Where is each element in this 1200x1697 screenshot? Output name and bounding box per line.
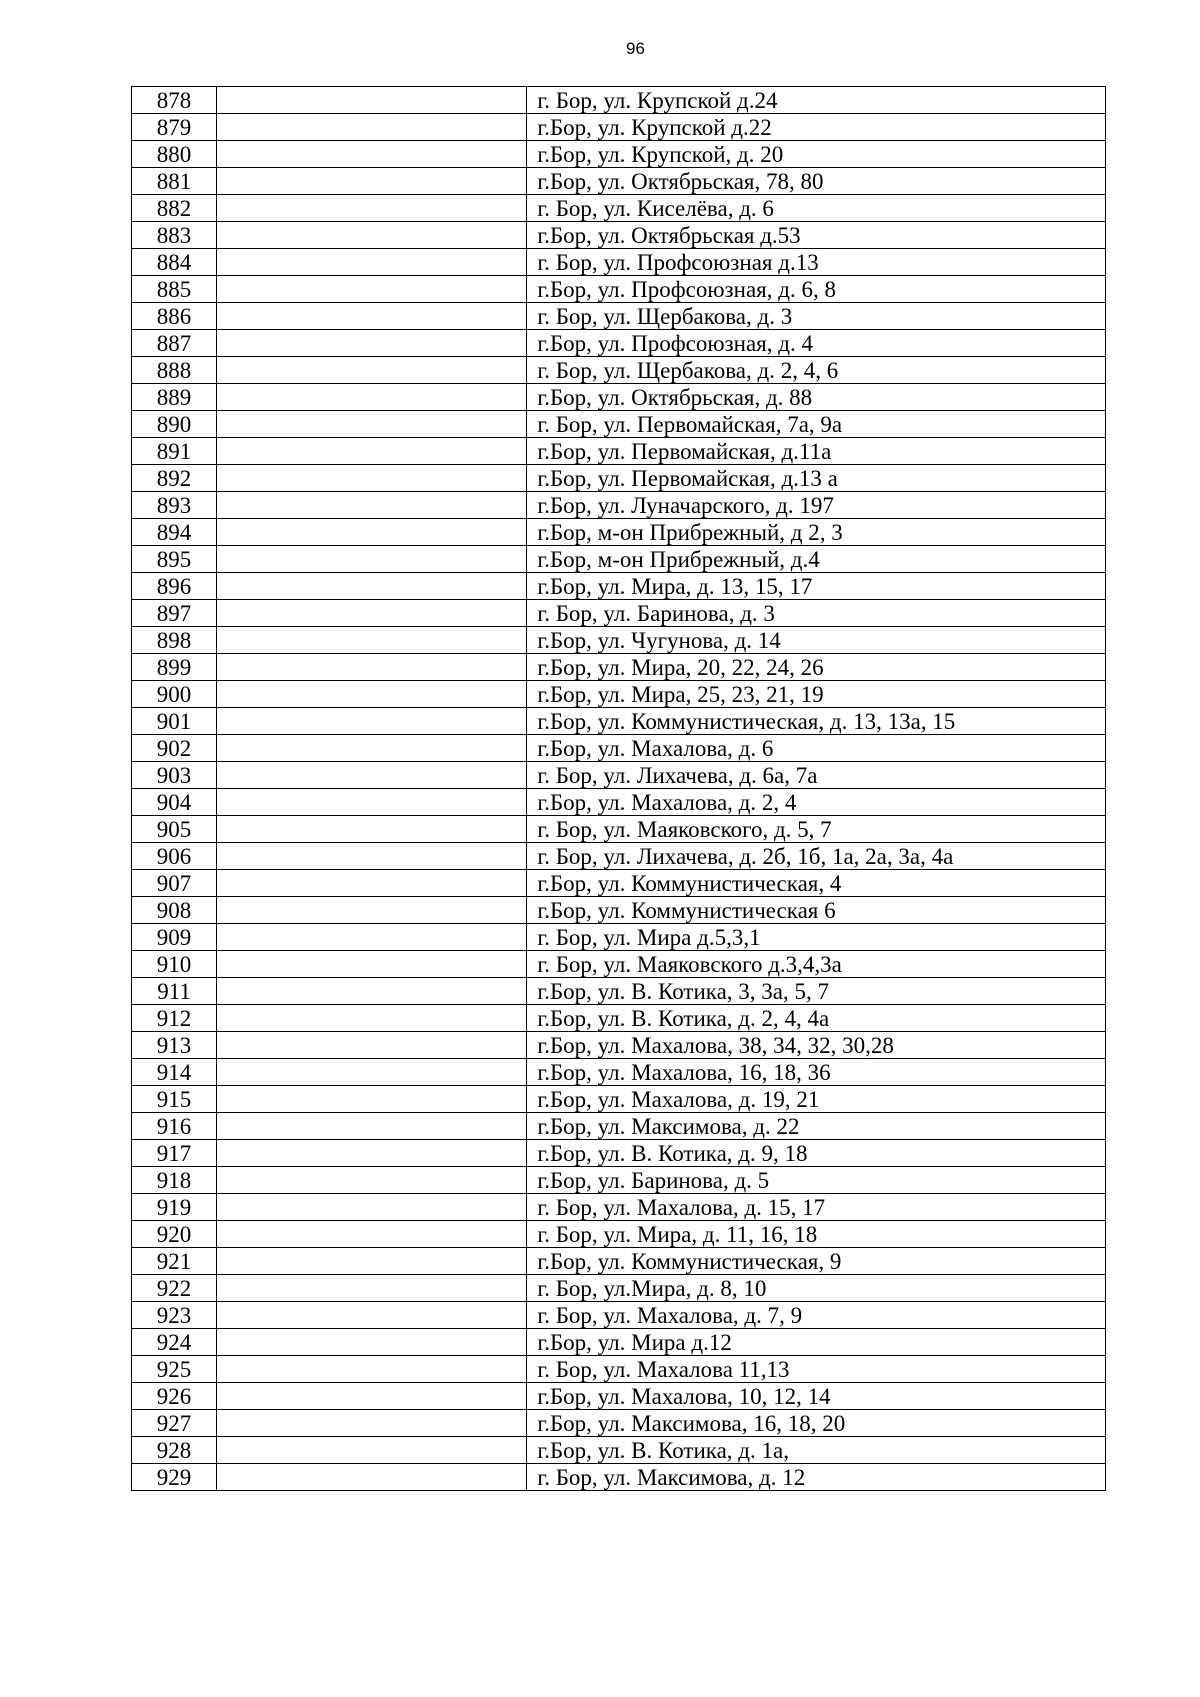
address-cell: г.Бор, ул. Мира, д. 13, 15, 17 [527, 573, 1106, 600]
table-row [132, 357, 1106, 384]
empty-cell [217, 384, 527, 411]
row-number-cell: 883 [132, 222, 217, 249]
row-number-cell: 891 [132, 438, 217, 465]
row-number-cell: 895 [132, 546, 217, 573]
empty-cell [217, 1275, 527, 1302]
address-cell: г.Бор, ул. В. Котика, д. 9, 18 [527, 1140, 1106, 1167]
address-cell: г.Бор, ул. Махалова, 16, 18, 36 [527, 1059, 1106, 1086]
row-number-cell: 880 [132, 141, 217, 168]
row-number-cell: 893 [132, 492, 217, 519]
row-number-cell: 929 [132, 1464, 217, 1491]
table-row [132, 222, 1106, 249]
address-cell: г.Бор, ул. Крупской, д. 20 [527, 141, 1106, 168]
table-row [132, 951, 1106, 978]
table-row [132, 384, 1106, 411]
address-cell: г.Бор, ул. Октябрьская, 78, 80 [527, 168, 1106, 195]
row-number-cell: 925 [132, 1356, 217, 1383]
table-row [132, 1032, 1106, 1059]
address-cell: г. Бор, ул. Щербакова, д. 3 [527, 303, 1106, 330]
empty-cell [217, 762, 527, 789]
empty-cell [217, 1464, 527, 1491]
table-row [132, 546, 1106, 573]
address-cell: г.Бор, ул. Коммунистическая, д. 13, 13а, 15 [527, 708, 1106, 735]
address-table [131, 86, 1106, 1491]
table-row [132, 1464, 1106, 1491]
address-cell: г. Бор, ул. Щербакова, д. 2, 4, 6 [527, 357, 1106, 384]
row-number-cell: 913 [132, 1032, 217, 1059]
address-cell: г. Бор, ул.Мира, д. 8, 10 [527, 1275, 1106, 1302]
address-cell: г.Бор, ул. Коммунистическая 6 [527, 897, 1106, 924]
address-cell: г. Бор, ул. Киселёва, д. 6 [527, 195, 1106, 222]
address-cell: г.Бор, ул. Первомайская, д.11а [527, 438, 1106, 465]
table-row [132, 330, 1106, 357]
table-row [132, 519, 1106, 546]
table-row [132, 1221, 1106, 1248]
table-row [132, 843, 1106, 870]
table-row [132, 1113, 1106, 1140]
table-row [132, 1059, 1106, 1086]
row-number-cell: 894 [132, 519, 217, 546]
address-cell: г.Бор, ул. Чугунова, д. 14 [527, 627, 1106, 654]
table-row [132, 816, 1106, 843]
empty-cell [217, 654, 527, 681]
address-cell: г.Бор, ул. Коммунистическая, 9 [527, 1248, 1106, 1275]
row-number-cell: 904 [132, 789, 217, 816]
address-cell: г.Бор, ул. Мира, 20, 22, 24, 26 [527, 654, 1106, 681]
table-row [132, 627, 1106, 654]
table-row [132, 1248, 1106, 1275]
row-number-cell: 927 [132, 1410, 217, 1437]
row-number-cell: 889 [132, 384, 217, 411]
empty-cell [217, 573, 527, 600]
row-number-cell: 898 [132, 627, 217, 654]
row-number-cell: 909 [132, 924, 217, 951]
row-number-cell: 922 [132, 1275, 217, 1302]
empty-cell [217, 870, 527, 897]
address-cell: г.Бор, ул. Максимова, д. 22 [527, 1113, 1106, 1140]
address-cell: г. Бор, ул. Лихачева, д. 6а, 7а [527, 762, 1106, 789]
page-number: 96 [626, 39, 645, 58]
empty-cell [217, 222, 527, 249]
address-cell: г.Бор, м-он Прибрежный, д.4 [527, 546, 1106, 573]
empty-cell [217, 1113, 527, 1140]
empty-cell [217, 1410, 527, 1437]
row-number-cell: 890 [132, 411, 217, 438]
empty-cell [217, 1437, 527, 1464]
row-number-cell: 879 [132, 114, 217, 141]
address-cell: г.Бор, м-он Прибрежный, д 2, 3 [527, 519, 1106, 546]
empty-cell [217, 1383, 527, 1410]
table-row [132, 924, 1106, 951]
table-row [132, 897, 1106, 924]
address-cell: г.Бор, ул. Профсоюзная, д. 4 [527, 330, 1106, 357]
row-number-cell: 888 [132, 357, 217, 384]
table-row [132, 168, 1106, 195]
row-number-cell: 900 [132, 681, 217, 708]
row-number-cell: 918 [132, 1167, 217, 1194]
row-number-cell: 920 [132, 1221, 217, 1248]
address-cell: г.Бор, ул. В. Котика, д. 2, 4, 4а [527, 1005, 1106, 1032]
table-row [132, 1383, 1106, 1410]
empty-cell [217, 492, 527, 519]
table-body [132, 87, 1106, 1491]
address-cell: г.Бор, ул. Коммунистическая, 4 [527, 870, 1106, 897]
address-cell: г. Бор, ул. Махалова 11,13 [527, 1356, 1106, 1383]
empty-cell [217, 276, 527, 303]
empty-cell [217, 1302, 527, 1329]
row-number-cell: 911 [132, 978, 217, 1005]
row-number-cell: 908 [132, 897, 217, 924]
address-cell: г.Бор, ул. Мира, 25, 23, 21, 19 [527, 681, 1106, 708]
row-number-cell: 912 [132, 1005, 217, 1032]
empty-cell [217, 1194, 527, 1221]
empty-cell [217, 843, 527, 870]
empty-cell [217, 708, 527, 735]
empty-cell [217, 1248, 527, 1275]
row-number-cell: 902 [132, 735, 217, 762]
empty-cell [217, 924, 527, 951]
empty-cell [217, 816, 527, 843]
row-number-cell: 901 [132, 708, 217, 735]
address-cell: г.Бор, ул. Октябрьская д.53 [527, 222, 1106, 249]
row-number-cell: 923 [132, 1302, 217, 1329]
empty-cell [217, 681, 527, 708]
table-row [132, 1356, 1106, 1383]
address-cell: г. Бор, ул. Первомайская, 7а, 9а [527, 411, 1106, 438]
row-number-cell: 919 [132, 1194, 217, 1221]
table-row [132, 1302, 1106, 1329]
empty-cell [217, 114, 527, 141]
row-number-cell: 928 [132, 1437, 217, 1464]
table-row [132, 1167, 1106, 1194]
address-cell: г. Бор, ул. Махалова, д. 15, 17 [527, 1194, 1106, 1221]
row-number-cell: 905 [132, 816, 217, 843]
table-row [132, 1329, 1106, 1356]
row-number-cell: 917 [132, 1140, 217, 1167]
empty-cell [217, 600, 527, 627]
table-row [132, 870, 1106, 897]
address-cell: г.Бор, ул. Луначарского, д. 197 [527, 492, 1106, 519]
address-cell: г.Бор, ул. В. Котика, 3, 3а, 5, 7 [527, 978, 1106, 1005]
address-cell: г. Бор, ул. Лихачева, д. 2б, 1б, 1а, 2а, 3а, 4а [527, 843, 1106, 870]
empty-cell [217, 978, 527, 1005]
row-number-cell: 897 [132, 600, 217, 627]
row-number-cell: 914 [132, 1059, 217, 1086]
address-cell: г.Бор, ул. Крупской д.22 [527, 114, 1106, 141]
row-number-cell: 881 [132, 168, 217, 195]
address-cell: г. Бор, ул. Профсоюзная д.13 [527, 249, 1106, 276]
empty-cell [217, 249, 527, 276]
table-row [132, 276, 1106, 303]
table-row [132, 573, 1106, 600]
empty-cell [217, 1086, 527, 1113]
address-cell: г.Бор, ул. Мира д.12 [527, 1329, 1106, 1356]
table-row [132, 438, 1106, 465]
row-number-cell: 885 [132, 276, 217, 303]
address-cell: г.Бор, ул. Махалова, 10, 12, 14 [527, 1383, 1106, 1410]
empty-cell [217, 330, 527, 357]
empty-cell [217, 897, 527, 924]
table-row [132, 1005, 1106, 1032]
address-cell: г.Бор, ул. В. Котика, д. 1а, [527, 1437, 1106, 1464]
row-number-cell: 910 [132, 951, 217, 978]
table-row [132, 600, 1106, 627]
table-row [132, 789, 1106, 816]
empty-cell [217, 87, 527, 114]
row-number-cell: 892 [132, 465, 217, 492]
row-number-cell: 916 [132, 1113, 217, 1140]
address-cell: г.Бор, ул. Октябрьская, д. 88 [527, 384, 1106, 411]
table-row [132, 303, 1106, 330]
empty-cell [217, 1059, 527, 1086]
table-row [132, 978, 1106, 1005]
address-cell: г.Бор, ул. Первомайская, д.13 а [527, 465, 1106, 492]
table-row [132, 249, 1106, 276]
table-row [132, 465, 1106, 492]
address-cell: г. Бор, ул. Мира, д. 11, 16, 18 [527, 1221, 1106, 1248]
row-number-cell: 921 [132, 1248, 217, 1275]
empty-cell [217, 789, 527, 816]
table-row [132, 1086, 1106, 1113]
address-cell: г.Бор, ул. Махалова, д. 6 [527, 735, 1106, 762]
table-row [132, 1275, 1106, 1302]
address-cell: г. Бор, ул. Крупской д.24 [527, 87, 1106, 114]
row-number-cell: 926 [132, 1383, 217, 1410]
row-number-cell: 924 [132, 1329, 217, 1356]
empty-cell [217, 1140, 527, 1167]
empty-cell [217, 438, 527, 465]
address-cell: г. Бор, ул. Махалова, д. 7, 9 [527, 1302, 1106, 1329]
table-row [132, 762, 1106, 789]
table-row [132, 114, 1106, 141]
empty-cell [217, 1032, 527, 1059]
table-row [132, 1140, 1106, 1167]
empty-cell [217, 1329, 527, 1356]
empty-cell [217, 1005, 527, 1032]
empty-cell [217, 627, 527, 654]
table-row [132, 681, 1106, 708]
table-row [132, 195, 1106, 222]
row-number-cell: 884 [132, 249, 217, 276]
address-cell: г.Бор, ул. Махалова, д. 19, 21 [527, 1086, 1106, 1113]
table-row [132, 654, 1106, 681]
table-row [132, 1194, 1106, 1221]
address-cell: г.Бор, ул. Профсоюзная, д. 6, 8 [527, 276, 1106, 303]
address-cell: г.Бор, ул. Баринова, д. 5 [527, 1167, 1106, 1194]
row-number-cell: 887 [132, 330, 217, 357]
address-cell: г. Бор, ул. Максимова, д. 12 [527, 1464, 1106, 1491]
address-cell: г. Бор, ул. Маяковского д.3,4,3а [527, 951, 1106, 978]
row-number-cell: 886 [132, 303, 217, 330]
row-number-cell: 878 [132, 87, 217, 114]
table-row [132, 1437, 1106, 1464]
row-number-cell: 907 [132, 870, 217, 897]
address-cell: г. Бор, ул. Маяковского, д. 5, 7 [527, 816, 1106, 843]
empty-cell [217, 1356, 527, 1383]
table-row [132, 708, 1106, 735]
empty-cell [217, 168, 527, 195]
row-number-cell: 882 [132, 195, 217, 222]
empty-cell [217, 141, 527, 168]
address-cell: г.Бор, ул. Махалова, д. 2, 4 [527, 789, 1106, 816]
empty-cell [217, 951, 527, 978]
empty-cell [217, 195, 527, 222]
empty-cell [217, 519, 527, 546]
table-row [132, 141, 1106, 168]
table-row [132, 1410, 1106, 1437]
empty-cell [217, 465, 527, 492]
row-number-cell: 903 [132, 762, 217, 789]
table-row [132, 735, 1106, 762]
row-number-cell: 899 [132, 654, 217, 681]
table-row [132, 492, 1106, 519]
row-number-cell: 906 [132, 843, 217, 870]
address-cell: г. Бор, ул. Баринова, д. 3 [527, 600, 1106, 627]
empty-cell [217, 303, 527, 330]
row-number-cell: 896 [132, 573, 217, 600]
empty-cell [217, 357, 527, 384]
address-cell: г. Бор, ул. Мира д.5,3,1 [527, 924, 1106, 951]
table-row [132, 87, 1106, 114]
empty-cell [217, 1221, 527, 1248]
empty-cell [217, 411, 527, 438]
address-cell: г.Бор, ул. Махалова, 38, 34, 32, 30,28 [527, 1032, 1106, 1059]
address-cell: г.Бор, ул. Максимова, 16, 18, 20 [527, 1410, 1106, 1437]
empty-cell [217, 1167, 527, 1194]
empty-cell [217, 546, 527, 573]
row-number-cell: 915 [132, 1086, 217, 1113]
table-row [132, 411, 1106, 438]
empty-cell [217, 735, 527, 762]
